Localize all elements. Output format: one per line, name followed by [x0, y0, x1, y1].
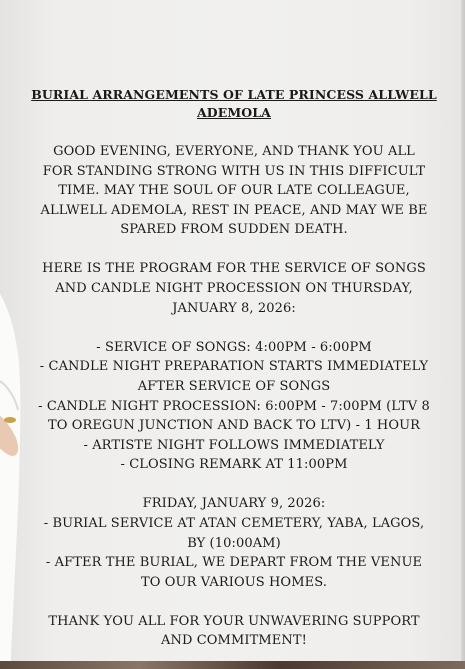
- schedule-item: TO OREGUN JUNCTION AND BACK TO LTV) - 1 HOUR: [47, 418, 421, 434]
- schedule-item: - CANDLE NIGHT PREPARATION STARTS IMMEDIATELY: [39, 359, 429, 375]
- friday-line: - AFTER THE BURIAL, WE DEPART FROM THE VENUE: [45, 555, 423, 571]
- page-edge: [461, 0, 465, 669]
- friday-line: BY (10:00AM): [187, 535, 281, 551]
- friday-line: - BURIAL SERVICE AT ATAN CEMETERY, YABA, LAGOS,: [43, 516, 425, 531]
- greeting-line: SPARED FROM SUDDEN DEATH.: [120, 222, 348, 238]
- program-intro-line: AND CANDLE NIGHT PROCESSION ON THURSDAY,: [55, 281, 413, 297]
- friday-schedule: [24, 494, 444, 592]
- white-robed-figure-image: [0, 260, 22, 669]
- schedule-item: - CANDLE NIGHT PROCESSION: 6:00PM - 7:00PM (LTV 8: [38, 398, 430, 414]
- program-intro-line: HERE IS THE PROGRAM FOR THE SERVICE OF SONGS: [42, 261, 426, 277]
- thursday-schedule: [24, 338, 444, 475]
- closing-line: AND COMMITMENT!: [161, 633, 307, 649]
- greeting-line: GOOD EVENING, EVERYONE, AND THANK YOU ALL: [53, 144, 415, 159]
- program-intro-line: JANUARY 8, 2026:: [172, 300, 296, 316]
- greeting-line: TIME. MAY THE SOUL OF OUR LATE COLLEAGUE,: [58, 183, 410, 199]
- schedule-item: - SERVICE OF SONGS: 4:00PM - 6:00PM: [96, 339, 372, 355]
- friday-line: FRIDAY, JANUARY 9, 2026:: [142, 496, 326, 512]
- notice-title: BURIAL ARRANGEMENTS OF LATE PRINCESS ALLWELL ADEMOLA: [31, 87, 437, 120]
- bottom-photo-strip: [0, 661, 465, 669]
- greeting-paragraph: [24, 142, 444, 240]
- greeting-line: ALLWELL ADEMOLA, REST IN PEACE, AND MAY WE BE: [40, 202, 428, 218]
- closing-paragraph: [24, 612, 444, 651]
- program-intro-paragraph: [24, 259, 444, 318]
- greeting-line: FOR STANDING STRONG WITH US IN THIS DIFFICULT: [42, 163, 426, 179]
- schedule-item: AFTER SERVICE OF SONGS: [137, 378, 331, 394]
- schedule-item: - CLOSING REMARK AT 11:00PM: [120, 457, 348, 473]
- notice-content: [24, 86, 444, 651]
- friday-line: TO OUR VARIOUS HOMES.: [141, 574, 327, 590]
- closing-line: THANK YOU ALL FOR YOUR UNWAVERING SUPPORT: [48, 613, 420, 629]
- schedule-item: - ARTISTE NIGHT FOLLOWS IMMEDIATELY: [83, 437, 385, 453]
